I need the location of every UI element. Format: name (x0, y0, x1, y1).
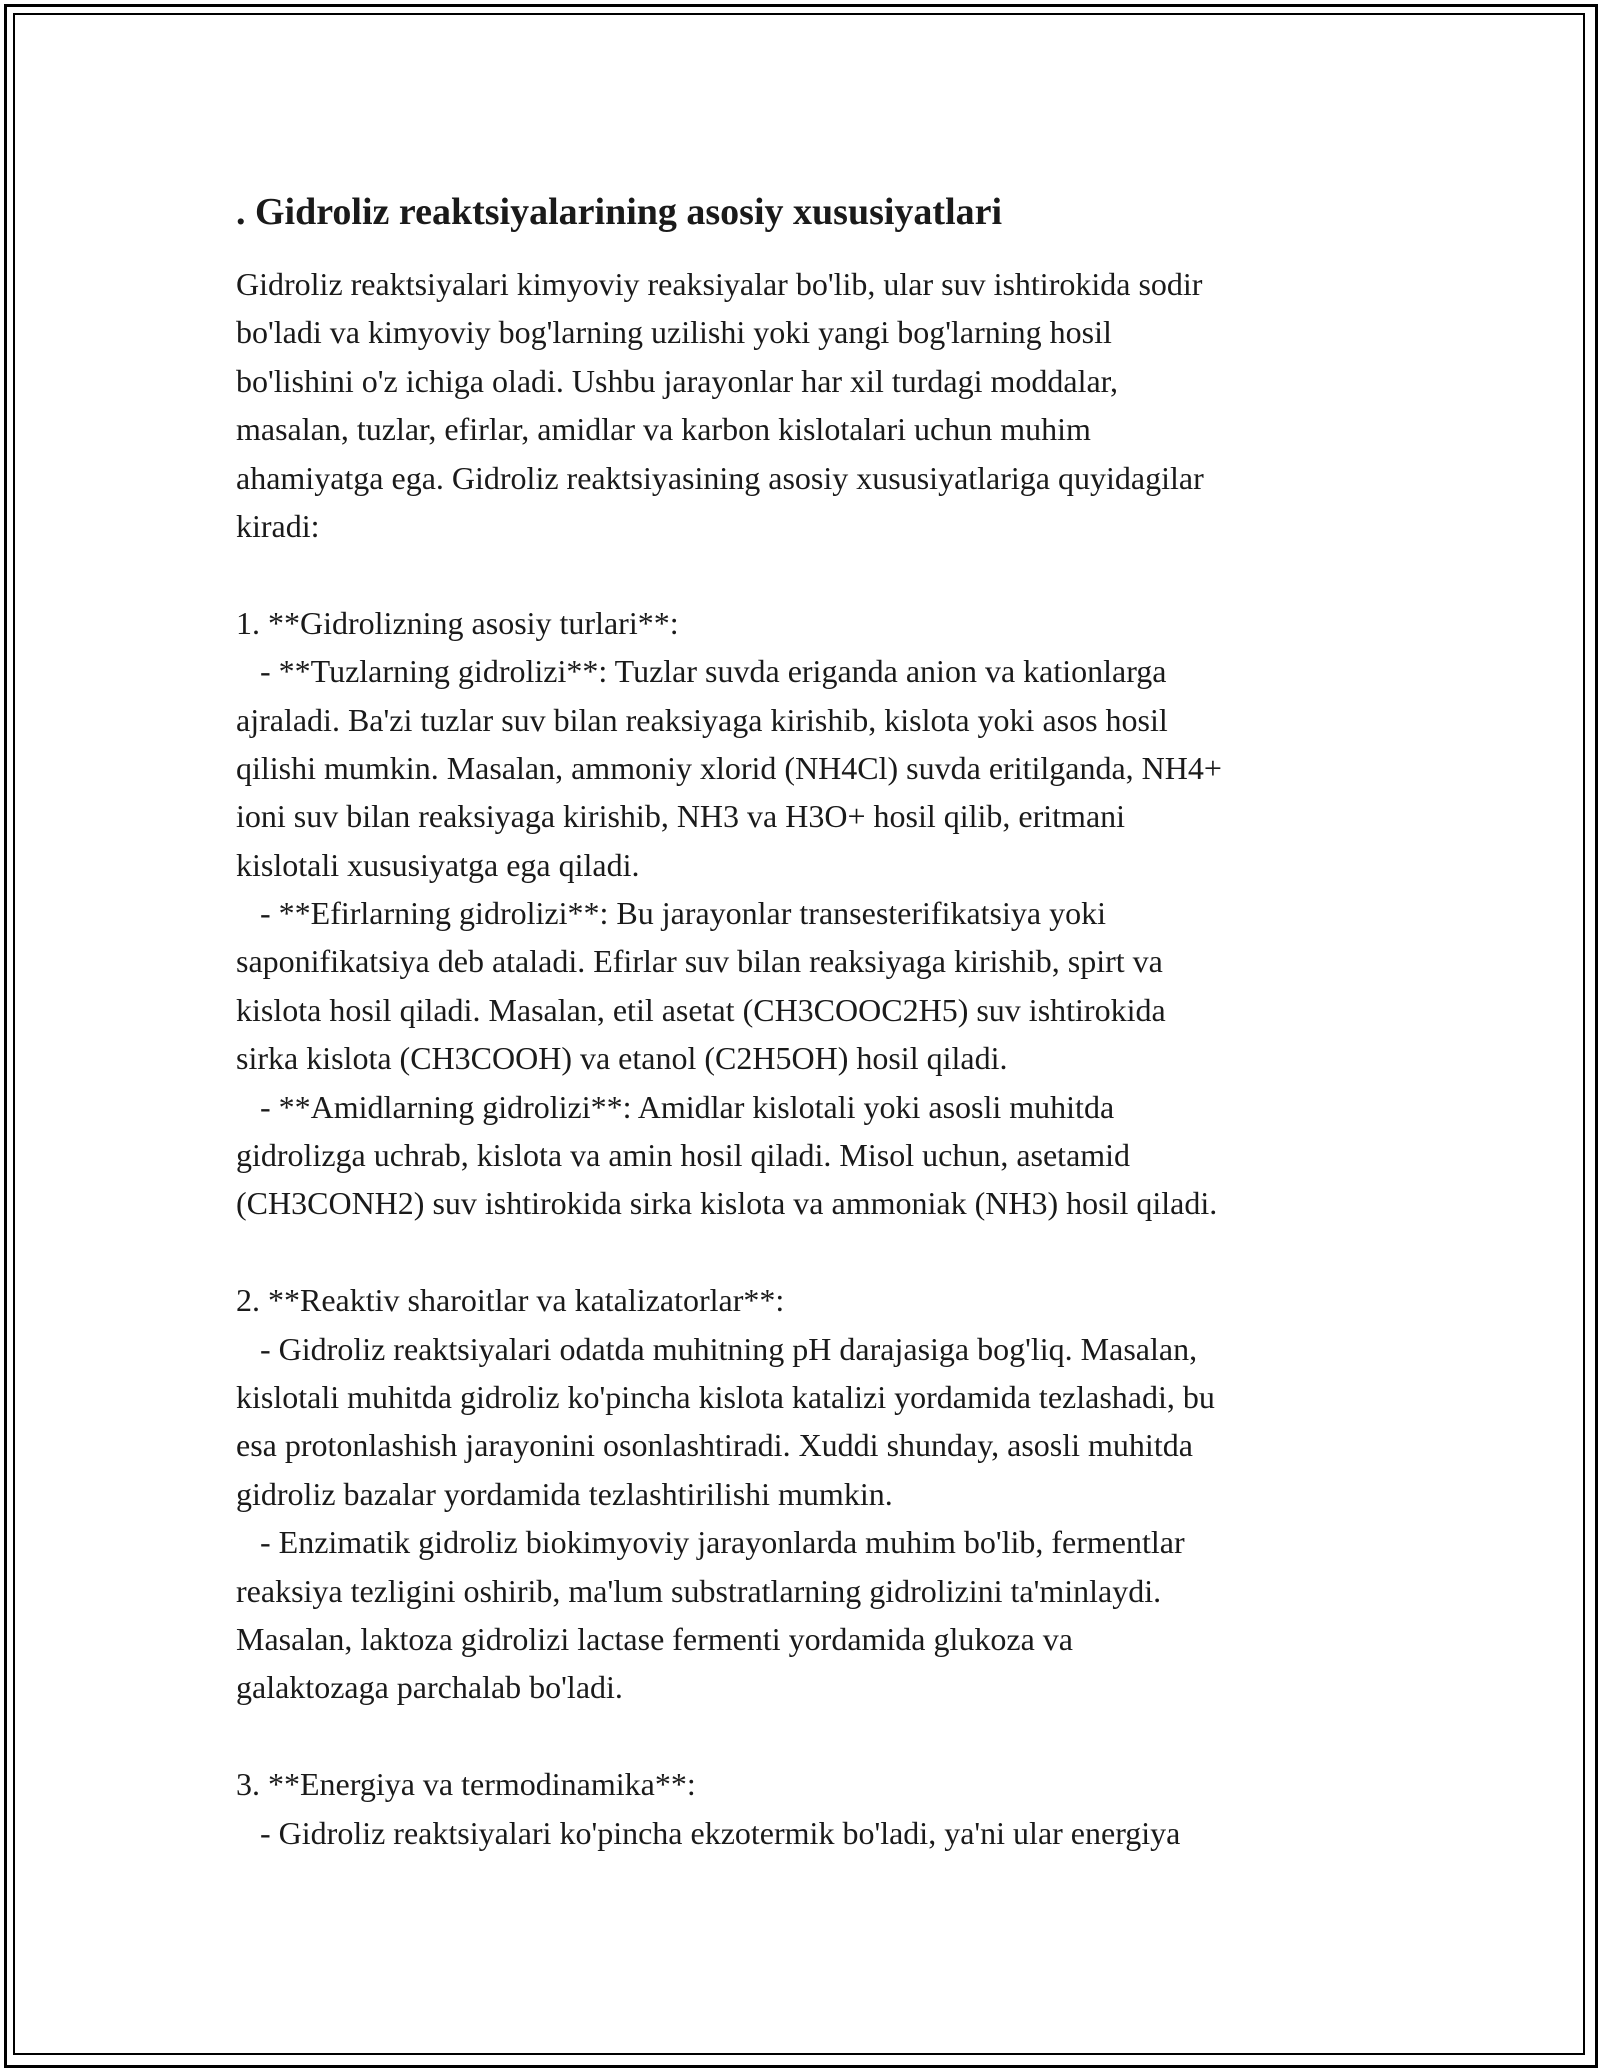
text-line: - Gidroliz reaktsiyalari odatda muhitning pH darajasiga bog'liq. Masalan, (236, 1330, 1198, 1367)
text-line: kiradi: (236, 507, 320, 544)
text-line: - Gidroliz reaktsiyalari ko'pincha ekzotermik bo'ladi, ya'ni ular energiya (236, 1814, 1181, 1851)
blank-line (236, 1228, 1386, 1276)
text-line: gidrolizga uchrab, kislota va amin hosil qiladi. Misol uchun, asetamid (236, 1137, 1131, 1174)
text-line: - **Amidlarning gidrolizi**: Amidlar kislotali yoki asosli muhitda (236, 1088, 1115, 1125)
text-line: sirka kislota (CH3COOH) va etanol (C2H5OH) hosil qiladi. (236, 1040, 1008, 1077)
text-line: ioni suv bilan reaksiyaga kirishib, NH3 va H3O+ hosil qilib, eritmani (236, 798, 1126, 835)
text-line: ajraladi. Ba'zi tuzlar suv bilan reaksiyaga kirishib, kislota yoki asos hosil (236, 701, 1168, 738)
text-line: galaktozaga parchalab bo'ladi. (236, 1669, 623, 1706)
text-line: (CH3CONH2) suv ishtirokida sirka kislota va ammoniak (NH3) hosil qiladi. (236, 1185, 1218, 1222)
section-heading-2: 2. **Reaktiv sharoitlar va katalizatorlar**: (236, 1282, 785, 1319)
text-line: ahamiyatga ega. Gidroliz reaktsiyasining asosiy xususiyatlariga quyidagilar (236, 459, 1204, 496)
section-heading-1: 1. **Gidrolizning asosiy turlari**: (236, 604, 679, 641)
text-line: - **Tuzlarning gidrolizi**: Tuzlar suvda eriganda anion va kationlarga (236, 653, 1167, 690)
text-line: esa protonlashish jarayonini osonlashtiradi. Xuddi shunday, asosli muhitda (236, 1427, 1193, 1464)
text-line: kislotali xususiyatga ega qiladi. (236, 846, 640, 883)
text-line: kislota hosil qiladi. Masalan, etil asetat (CH3COOC2H5) suv ishtirokida (236, 991, 1166, 1028)
section-heading-3: 3. **Energiya va termodinamika**: (236, 1766, 696, 1803)
text-line: bo'ladi va kimyoviy bog'larning uzilishi yoki yangi bog'larning hosil (236, 314, 1112, 351)
text-line: gidroliz bazalar yordamida tezlashtirilishi mumkin. (236, 1475, 893, 1512)
text-line: masalan, tuzlar, efirlar, amidlar va karbon kislotalari uchun muhim (236, 411, 1091, 448)
text-line: - **Efirlarning gidrolizi**: Bu jarayonlar transesterifikatsiya yoki (236, 895, 1106, 932)
text-line: - Enzimatik gidroliz biokimyoviy jarayonlarda muhim bo'lib, fermentlar (236, 1524, 1185, 1561)
text-line: kislotali muhitda gidroliz ko'pincha kislota katalizi yordamida tezlashadi, bu (236, 1378, 1215, 1415)
text-line: Masalan, laktoza gidrolizi lactase fermenti yordamida glukoza va (236, 1620, 1073, 1657)
text-line: Gidroliz reaktsiyalari kimyoviy reaksiyalar bo'lib, ular suv ishtirokida sodir (236, 266, 1203, 302)
text-block (236, 260, 1386, 1857)
blank-line (236, 550, 1386, 598)
text-line: bo'lishini o'z ichiga oladi. Ushbu jarayonlar har xil turdagi moddalar, (236, 362, 1119, 399)
text-line: saponifikatsiya deb ataladi. Efirlar suv bilan reaksiyaga kirishib, spirt va (236, 943, 1163, 980)
document-title: . Gidroliz reaktsiyalarining asosiy xususiyatlari (236, 191, 1003, 233)
text-line: qilishi mumkin. Masalan, ammoniy xlorid (NH4Cl) suvda eritilganda, NH4+ (236, 749, 1222, 786)
document-body (236, 188, 1386, 1857)
text-line: reaksiya tezligini oshirib, ma'lum substratlarning gidrolizini ta'minlaydi. (236, 1572, 1162, 1609)
blank-line (236, 1712, 1386, 1760)
